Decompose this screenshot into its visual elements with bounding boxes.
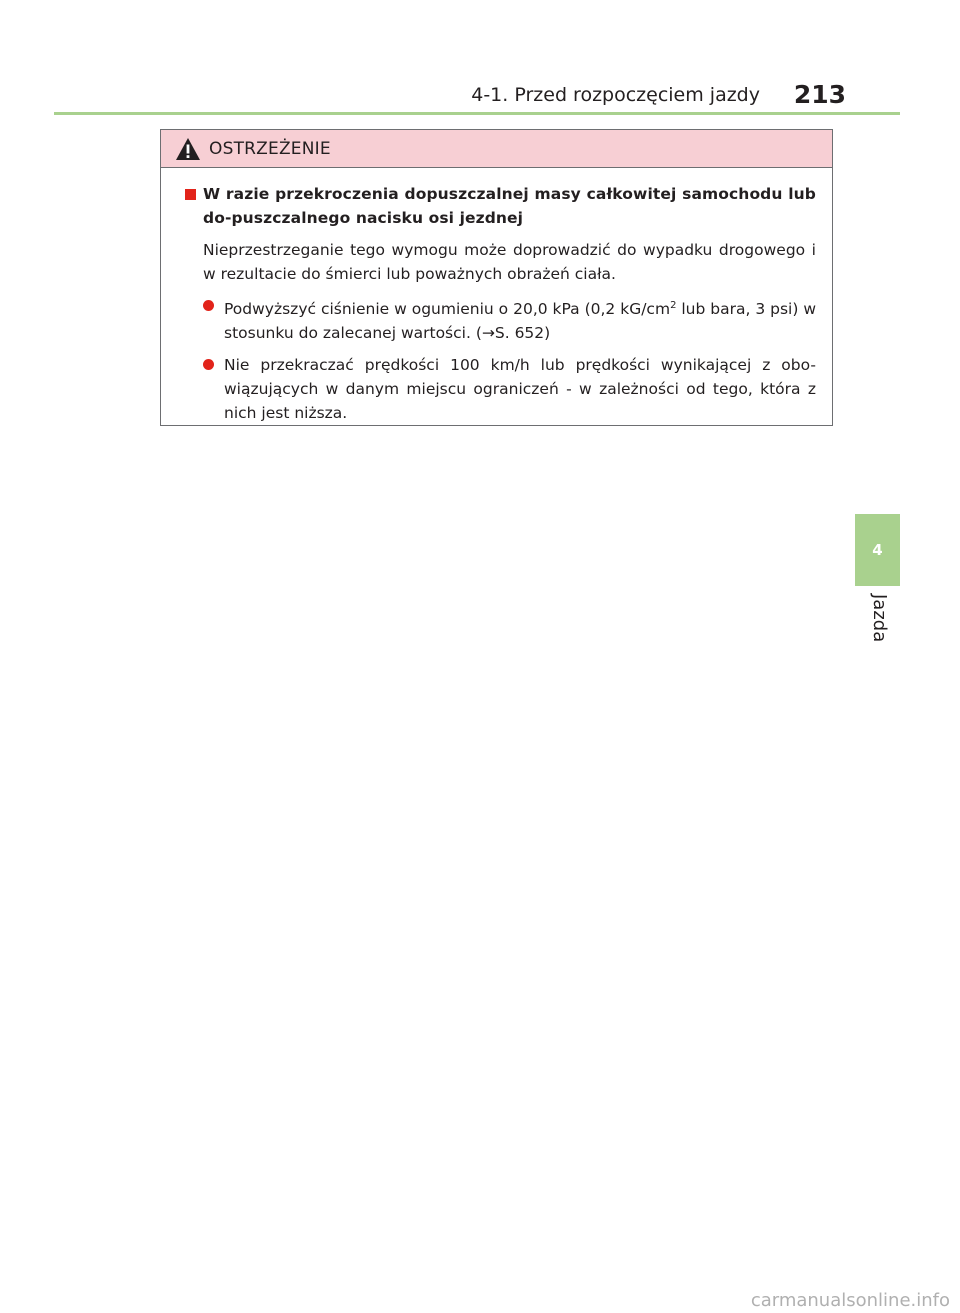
chapter-label: Jazda xyxy=(869,594,890,643)
warning-heading: W razie przekroczenia dopuszczalnej masy całkowitej samochodu lub do-puszczalnego nacisku osi jezdnej xyxy=(203,185,816,227)
warning-body xyxy=(161,168,832,425)
square-bullet-icon xyxy=(185,189,196,200)
list-item xyxy=(203,294,816,345)
section-title: 4-1. Przed rozpoczęciem jazdy xyxy=(471,84,760,106)
header-divider xyxy=(54,112,900,115)
list-item xyxy=(203,353,816,425)
dot-bullet-icon xyxy=(203,300,214,311)
warning-triangle-icon xyxy=(175,137,201,161)
superscript: 2 xyxy=(670,300,677,311)
bullet-text: Podwyższyć ciśnienie w ogumieniu o 20,0 kPa (0,2 $kG/cm^2$ lub bara, 3 psi) w stosunku do zalecanej wartości. (→S. 652) xyxy=(224,300,817,343)
chapter-number: 4 xyxy=(872,541,883,559)
warning-box xyxy=(160,129,833,426)
dot-bullet-icon xyxy=(203,359,214,370)
bullet-text: Nie przekraczać prędkości 100 km/h lub prędkości wynikającej z obo-wiązujących w danym miejscu ograniczeń - w zależności od tego, która z nich jest niższa. xyxy=(224,356,816,423)
arrow-icon: → xyxy=(481,324,495,343)
watermark: carmanualsonline.info xyxy=(750,1290,950,1311)
warning-title: OSTRZEŻENIE xyxy=(209,138,331,159)
page-number: 213 xyxy=(793,80,846,109)
chapter-tab[interactable] xyxy=(855,514,900,586)
page-reference[interactable]: S. 652) xyxy=(494,324,551,343)
warning-header xyxy=(161,130,832,168)
warning-heading-row xyxy=(185,182,816,230)
warning-paragraph: Nieprzestrzeganie tego wymogu może doprowadzić do wypadku drogowego i w rezultacie do śmierci lub poważnych obrażeń ciała. xyxy=(203,241,816,283)
